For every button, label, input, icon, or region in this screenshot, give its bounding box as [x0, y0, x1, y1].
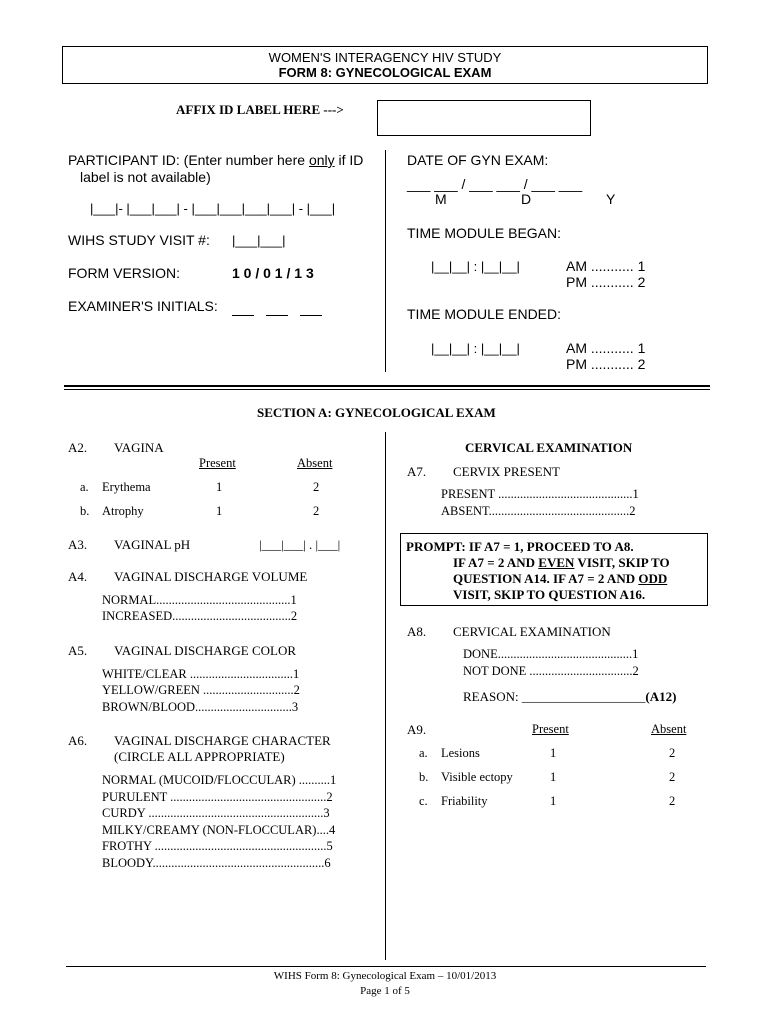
- a9-row-label: Lesions: [441, 746, 480, 760]
- form-title-box: [62, 46, 708, 84]
- examiner-initials-field[interactable]: [232, 306, 334, 324]
- a9-row-label: Visible ectopy: [441, 770, 513, 784]
- a9-row-present-option[interactable]: 1: [550, 794, 557, 808]
- examiner-initials-label: EXAMINER'S INITIALS:: [68, 298, 218, 314]
- a2-number: A2.: [68, 440, 88, 455]
- a9-row-letter: b.: [419, 770, 429, 784]
- a2-row-present-option[interactable]: 1: [216, 504, 223, 518]
- a8-label: CERVICAL EXAMINATION: [453, 624, 611, 639]
- prompt-line: QUESTION A14. IF A7 = 2 AND ODD: [453, 571, 668, 586]
- a3-number: A3.: [68, 537, 88, 552]
- prompt-line: PROMPT: IF A7 = 1, PROCEED TO A8.: [406, 539, 634, 554]
- a9-absent-header: Absent: [651, 722, 687, 736]
- a3-label: VAGINAL pH: [114, 537, 191, 552]
- date-field[interactable]: ___ ___ / ___ ___ / ___ ___: [407, 176, 583, 192]
- a6-sublabel: (CIRCLE ALL APPROPRIATE): [114, 749, 285, 764]
- footer-divider: [66, 966, 706, 967]
- time-ended-field[interactable]: |__|__| : |__|__|: [431, 341, 520, 356]
- cervical-exam-title: CERVICAL EXAMINATION: [465, 440, 633, 455]
- a2-row-absent-option[interactable]: 2: [313, 504, 320, 518]
- column-divider: [385, 432, 386, 960]
- a6-option[interactable]: NORMAL (MUCOID/FLOCCULAR) ..........1: [102, 773, 337, 787]
- a9-row-present-option[interactable]: 1: [550, 770, 557, 784]
- a4-option[interactable]: NORMAL...........................................1: [102, 593, 297, 607]
- form-version-value: 1 0 / 0 1 / 1 3: [232, 265, 314, 281]
- a9-row-absent-option[interactable]: 2: [669, 770, 676, 784]
- a2-label: VAGINA: [114, 440, 164, 455]
- section-title: SECTION A: GYNECOLOGICAL EXAM: [257, 405, 496, 420]
- a4-option[interactable]: INCREASED......................................2: [102, 609, 298, 623]
- a4-label: VAGINAL DISCHARGE VOLUME: [114, 569, 308, 584]
- time-began-label: TIME MODULE BEGAN:: [407, 225, 562, 241]
- a6-option[interactable]: MILKY/CREAMY (NON-FLOCCULAR)....4: [102, 823, 336, 837]
- a9-row-absent-option[interactable]: 2: [669, 794, 676, 808]
- a8-reason-field[interactable]: REASON: ___________________(A12): [463, 689, 677, 704]
- form-title: FORM 8: GYNECOLOGICAL EXAM: [278, 65, 492, 80]
- a2-present-header: Present: [199, 456, 236, 470]
- a5-label: VAGINAL DISCHARGE COLOR: [114, 643, 297, 658]
- a6-option[interactable]: CURDY ........................................................3: [102, 806, 330, 820]
- header-divider: [385, 150, 386, 372]
- date-year-label: Y: [606, 191, 616, 207]
- time-ended-am[interactable]: AM ........... 1: [566, 340, 646, 356]
- a9-row-label: Friability: [441, 794, 488, 808]
- a7-number: A7.: [407, 464, 427, 479]
- a2-row-letter: b.: [80, 504, 90, 518]
- a6-option[interactable]: FROTHY .......................................................5: [102, 839, 333, 853]
- a2-row-label: Atrophy: [102, 504, 144, 518]
- a4-number: A4.: [68, 569, 88, 584]
- date-label: DATE OF GYN EXAM:: [407, 152, 549, 168]
- participant-id-label: PARTICIPANT ID: (Enter number here only if ID: [68, 152, 364, 168]
- a9-row-letter: c.: [419, 794, 428, 808]
- a5-option[interactable]: YELLOW/GREEN .............................2: [102, 683, 300, 697]
- a6-label: VAGINAL DISCHARGE CHARACTER: [114, 733, 331, 748]
- a2-row-absent-option[interactable]: 2: [313, 480, 320, 494]
- a8-number: A8.: [407, 624, 427, 639]
- a6-option[interactable]: BLOODY.......................................................6: [102, 856, 331, 870]
- prompt-line: VISIT, SKIP TO QUESTION A16.: [453, 587, 646, 602]
- prompt-line: IF A7 = 2 AND EVEN VISIT, SKIP TO: [453, 555, 670, 570]
- study-title: WOMEN'S INTERAGENCY HIV STUDY: [268, 50, 502, 65]
- a9-row-letter: a.: [419, 746, 428, 760]
- time-began-am[interactable]: AM ........... 1: [566, 258, 646, 274]
- id-label-box[interactable]: [377, 100, 591, 136]
- date-day-label: D: [521, 191, 532, 207]
- date-month-label: M: [435, 191, 447, 207]
- visit-field[interactable]: |___|___|: [232, 233, 286, 248]
- form-version-label: FORM VERSION:: [68, 265, 181, 281]
- a6-number: A6.: [68, 733, 88, 748]
- a8-option[interactable]: NOT DONE .................................2: [463, 664, 639, 678]
- a7-label: CERVIX PRESENT: [453, 464, 560, 479]
- participant-id-field[interactable]: |___|- |___|___| - |___|___|___|___| - |___|: [90, 201, 336, 216]
- affix-label: AFFIX ID LABEL HERE --->: [176, 102, 344, 117]
- time-ended-pm[interactable]: PM ........... 2: [566, 356, 646, 372]
- a7-option[interactable]: ABSENT.............................................2: [441, 504, 636, 518]
- time-began-field[interactable]: |__|__| : |__|__|: [431, 259, 520, 274]
- visit-label: WIHS STUDY VISIT #:: [68, 232, 210, 248]
- a6-option[interactable]: PURULENT ..................................................2: [102, 790, 333, 804]
- a9-present-header: Present: [532, 722, 569, 736]
- a5-option[interactable]: WHITE/CLEAR .................................1: [102, 667, 300, 681]
- a5-number: A5.: [68, 643, 88, 658]
- section-divider: [64, 385, 710, 390]
- a7-option[interactable]: PRESENT ...........................................1: [441, 487, 639, 501]
- a2-row-present-option[interactable]: 1: [216, 480, 223, 494]
- a2-row-letter: a.: [80, 480, 89, 494]
- footer-form-info: WIHS Form 8: Gynecological Exam – 10/01/2013: [273, 970, 497, 982]
- participant-id-label-line2: label is not available): [80, 169, 211, 185]
- time-ended-label: TIME MODULE ENDED:: [407, 306, 562, 322]
- a5-option[interactable]: BROWN/BLOOD...............................3: [102, 700, 299, 714]
- a3-ph-field[interactable]: |___|___| . |___|: [259, 537, 341, 552]
- a2-absent-header: Absent: [297, 456, 333, 470]
- a9-row-absent-option[interactable]: 2: [669, 746, 676, 760]
- footer-page-number: Page 1 of 5: [360, 985, 410, 997]
- a9-number: A9.: [407, 722, 427, 737]
- time-began-pm[interactable]: PM ........... 2: [566, 274, 646, 290]
- a2-row-label: Erythema: [102, 480, 151, 494]
- a9-row-present-option[interactable]: 1: [550, 746, 557, 760]
- a8-option[interactable]: DONE...........................................1: [463, 647, 639, 661]
